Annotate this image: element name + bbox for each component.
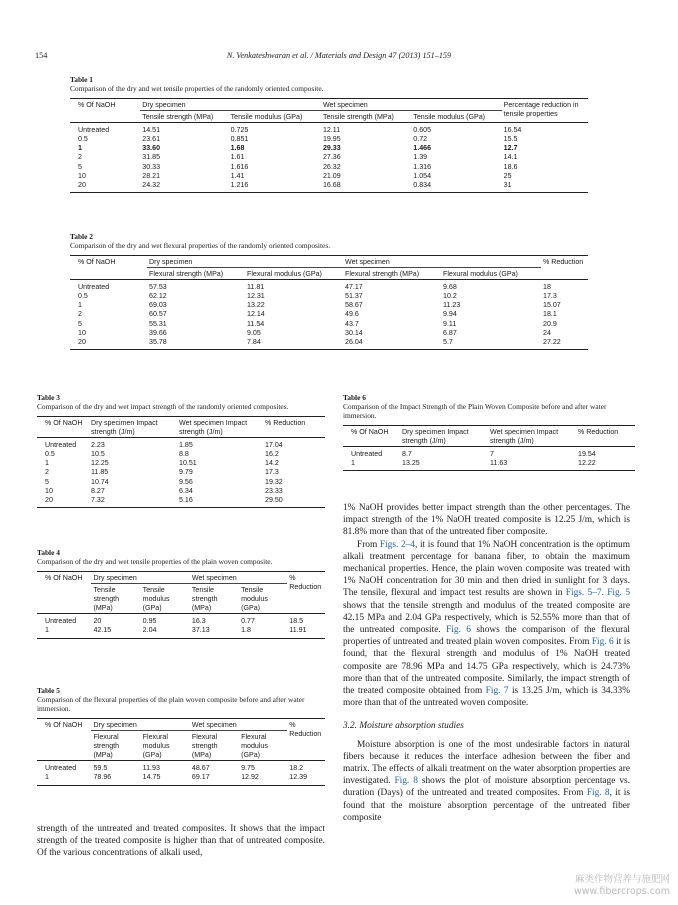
table-cell: 9.05 xyxy=(247,328,261,337)
table-cell: 25 xyxy=(503,171,512,180)
table5 xyxy=(37,718,325,786)
table-cell: 19.32 xyxy=(265,477,283,486)
table-cell: 1.8 xyxy=(241,626,251,635)
table-cell: 27.36 xyxy=(322,153,341,162)
table-cell: 0.834 xyxy=(413,180,432,189)
text-run: shows the plot of moisture absorption percentage vs. duration (Days) of the untreated and treated composites. From xyxy=(343,776,630,799)
table2-sub-wet-fm: Flexural modulus (GPa) xyxy=(443,270,518,279)
table4-group-dry: Dry specimen xyxy=(91,572,189,584)
table-cell: 1.41 xyxy=(230,171,245,180)
table1-body xyxy=(70,123,588,193)
table-cell: 12.7 xyxy=(503,144,518,153)
figure-link[interactable]: Fig. 5 xyxy=(607,588,631,599)
table-row xyxy=(37,459,325,468)
table-cell: 11.93 xyxy=(142,764,160,773)
table-row xyxy=(37,773,325,785)
table-cell: 11.85 xyxy=(91,468,109,477)
table-row xyxy=(343,459,635,471)
table5-caption-block xyxy=(37,686,327,714)
table-cell: 12.92 xyxy=(241,773,259,782)
table-cell: 5 xyxy=(78,162,82,171)
table2-label: Table 2 xyxy=(70,232,93,241)
table-cell: 2.23 xyxy=(91,441,105,450)
table2-caption: Comparison of the dry and wet flexural properties of the randomly oriented composites. xyxy=(70,241,331,251)
table-row xyxy=(70,329,588,338)
table4-sub-dry-tm: Tensile modulus (GPa) xyxy=(142,586,170,613)
section-heading: 3.2. Moisture absorption studies xyxy=(343,721,464,732)
table-cell: 23.61 xyxy=(142,135,161,144)
table-cell: 14.75 xyxy=(142,773,161,782)
table4-col-reduction: % Reduction xyxy=(289,574,322,592)
table5-group-wet: Wet specimen xyxy=(190,719,287,731)
table-cell: 11.54 xyxy=(247,319,265,328)
table2-group-wet: Wet specimen xyxy=(343,256,541,268)
table-cell: 15.5 xyxy=(503,135,518,144)
table1-caption: Comparison of the dry and wet tensile properties of the randomly oriented composite. xyxy=(70,84,324,94)
table-cell: 13.22 xyxy=(247,301,265,310)
table6-body xyxy=(343,447,635,471)
table-cell: 18.2 xyxy=(289,764,304,773)
text-run: , it is found that the moisture absorption percentage of the untreated fiber composite xyxy=(343,788,630,823)
table-cell: 16.2 xyxy=(265,450,279,459)
table-row xyxy=(70,181,588,193)
table2-col-naoh: % Of NaOH xyxy=(78,258,116,266)
table1-label: Table 1 xyxy=(70,75,93,84)
table-cell: 8.27 xyxy=(91,486,105,495)
table3 xyxy=(37,416,325,508)
table-cell: 58.67 xyxy=(345,301,363,310)
table-row xyxy=(70,123,588,136)
table-row xyxy=(37,614,325,627)
watermark-line-2: www.fibercrops.com xyxy=(573,886,670,897)
table-row xyxy=(37,438,325,451)
table-cell: Untreated xyxy=(351,450,383,459)
table-cell: 1 xyxy=(78,144,82,153)
table-cell: 55.31 xyxy=(149,319,167,328)
table1-sub-dry-tm: Tensile modulus (GPa) xyxy=(230,113,303,122)
table1-group-dry: Dry specimen xyxy=(140,99,321,111)
text-run: , it is found that 1% NaOH concentration is the optimum alkali treatment percentage for banana fiber, to obtain the maximum mechanical properties. Hence, the plain woven composite was treated with 1% NaOH concentration for 30 min and then dried in sunlight for 3 days. The tensile, flexural and impact test results are shown in xyxy=(343,539,630,599)
table-cell: 69.03 xyxy=(149,301,167,310)
table3-label: Table 3 xyxy=(37,393,60,402)
table-cell: 19.54 xyxy=(578,450,596,459)
table-row xyxy=(343,447,635,460)
table-cell: 27.22 xyxy=(543,337,561,346)
table-cell: 5.7 xyxy=(443,337,453,346)
table-cell: 1.39 xyxy=(413,153,428,162)
table-cell: 35.78 xyxy=(149,337,167,346)
right-paragraph-1: 1% NaOH provides better impact strength than the other percentages. The impact strength of the 1% NaOH treated composite is 12.25 J/m, which is 81.8% more than that of the untreated fiber composite. xyxy=(343,503,630,538)
table-cell: 5.16 xyxy=(179,495,193,504)
table-cell: 10.74 xyxy=(91,477,109,486)
table-cell: 8.8 xyxy=(179,450,189,459)
table-cell: 2 xyxy=(45,468,49,477)
table1-sub-wet-tm: Tensile modulus (GPa) xyxy=(413,113,486,122)
table-row xyxy=(37,761,325,774)
table-cell: 16.3 xyxy=(191,617,206,626)
watermark xyxy=(574,874,670,898)
table-row xyxy=(70,163,588,172)
table-cell: 16.54 xyxy=(503,126,522,135)
table-row xyxy=(70,310,588,319)
table-cell: 9.79 xyxy=(179,468,193,477)
table-row xyxy=(70,144,588,153)
table-row xyxy=(70,338,588,350)
table-cell: 29.50 xyxy=(265,495,283,504)
figure-link[interactable]: Figs. 2–4 xyxy=(379,539,415,550)
table-cell: 14.2 xyxy=(265,459,279,468)
table-cell: 18.1 xyxy=(543,310,557,319)
table-cell: 9.56 xyxy=(179,477,193,486)
table-cell: 0.5 xyxy=(45,450,55,459)
table-cell: 2.04 xyxy=(142,626,157,635)
table-cell: 11.81 xyxy=(247,283,265,292)
table3-col-reduction: % Reduction xyxy=(265,419,306,427)
table-cell: 31.85 xyxy=(142,153,161,162)
table4-sub-dry-ts: Tensile strength (MPa) xyxy=(93,586,120,613)
table2-sub-dry-fm: Flexural modulus (GPa) xyxy=(247,270,322,279)
table-cell: 9.68 xyxy=(443,283,457,292)
table-cell: 12.22 xyxy=(578,459,596,468)
table-cell: 26.04 xyxy=(345,337,363,346)
table-cell: 28.21 xyxy=(142,171,161,180)
table-cell: 10.2 xyxy=(443,292,457,301)
table5-group-dry: Dry specimen xyxy=(91,719,189,731)
table2-group-dry: Dry specimen xyxy=(147,256,343,268)
table-cell: 2 xyxy=(78,310,82,319)
table-cell: 10.5 xyxy=(91,450,105,459)
text-run: it is found, that the flexural strength and modulus of 1% NaOH treated composite are 78.96 MPa and 14.75 GPa respectively, which is 24.73% more than that of the untreated composite. Similarly, the impact strength of the treated composite obtained from xyxy=(343,637,630,697)
table-cell: 47.17 xyxy=(345,283,363,292)
table-cell: 20 xyxy=(78,337,86,346)
table-cell: 31 xyxy=(503,180,512,189)
table5-label: Table 5 xyxy=(37,686,60,695)
table-cell: 1.466 xyxy=(413,144,432,153)
table-row xyxy=(70,292,588,301)
table-cell: 20 xyxy=(78,180,86,189)
table6-caption: Comparison of the Impact Strength of the Plain Woven Composite before and after water immersion. xyxy=(343,402,607,421)
table-cell: 17.3 xyxy=(265,468,279,477)
table2-sub-wet-fs: Flexural strength (MPa) xyxy=(345,270,420,279)
table-row xyxy=(37,450,325,459)
table-cell: 17.04 xyxy=(265,441,283,450)
table-cell: 1.616 xyxy=(230,162,249,171)
table-cell: 1 xyxy=(351,459,355,468)
table3-caption-block xyxy=(37,393,327,411)
table1-caption-block xyxy=(70,75,590,93)
table-cell: 20 xyxy=(93,617,102,626)
table5-sub-wet-fs: Flexural strength (MPa) xyxy=(191,733,218,760)
figure-link[interactable]: Fig. 6 xyxy=(591,637,614,648)
table-cell: 13.25 xyxy=(402,459,420,468)
table6-col-naoh: % Of NaOH xyxy=(351,428,389,436)
table-cell: 0.95 xyxy=(142,617,157,626)
table-cell: 9.75 xyxy=(241,764,255,773)
table-cell: 23.33 xyxy=(265,486,283,495)
table-row xyxy=(70,320,588,329)
table-cell: 6.87 xyxy=(443,328,457,337)
figure-link[interactable]: Fig. 8 xyxy=(586,788,610,799)
table5-sub-wet-fm: Flexural modulus (GPa) xyxy=(241,733,268,760)
figure-link[interactable]: Fig. 7 xyxy=(485,686,509,697)
table-cell: Untreated xyxy=(45,617,77,626)
table-cell: 60.57 xyxy=(149,310,167,319)
table3-col-naoh: % Of NaOH xyxy=(45,419,83,427)
table-cell: 16.68 xyxy=(322,180,341,189)
table-cell: 17.3 xyxy=(543,292,557,301)
table-row xyxy=(70,172,588,181)
table-cell: 14.51 xyxy=(142,126,161,135)
table-cell: 8.7 xyxy=(402,450,412,459)
table-cell: 1.054 xyxy=(413,171,432,180)
table-cell: 0.77 xyxy=(241,617,255,626)
table2-body xyxy=(70,280,588,350)
running-title: N. Venkateshwaran et al. / Materials and Design 47 (2013) 151–159 xyxy=(226,51,452,60)
table5-sub-dry-fs: Flexural strength (MPa) xyxy=(93,733,120,760)
table-cell: 62.12 xyxy=(149,292,167,301)
table-cell: 18.5 xyxy=(289,617,304,626)
table-cell: 11.63 xyxy=(490,459,508,468)
table-cell: 1.316 xyxy=(413,162,432,171)
table-cell: 10 xyxy=(78,171,86,180)
figure-link[interactable]: Fig. 8 xyxy=(394,776,418,787)
table-row xyxy=(70,135,588,144)
table-row xyxy=(37,496,325,508)
table-cell: 0.725 xyxy=(230,126,249,135)
table-cell: 1 xyxy=(45,459,49,468)
table2-sub-dry-fs: Flexural strength (MPa) xyxy=(149,270,224,279)
table-cell: 0.72 xyxy=(413,135,428,144)
table-cell: 30.14 xyxy=(345,328,363,337)
figure-link[interactable]: Fig. 6 xyxy=(446,625,471,636)
table-cell: 1.68 xyxy=(230,144,245,153)
table-cell: 19.95 xyxy=(322,135,341,144)
table-cell: 7.32 xyxy=(91,495,105,504)
table-cell: 5 xyxy=(78,319,82,328)
table-cell: 1.216 xyxy=(230,180,249,189)
table-cell: 7.84 xyxy=(247,337,261,346)
table-cell: 69.17 xyxy=(191,773,210,782)
table5-col-reduction: % Reduction xyxy=(289,721,322,739)
table-cell: 21.09 xyxy=(322,171,341,180)
table-cell: 15.07 xyxy=(543,301,561,310)
table4-group-wet: Wet specimen xyxy=(190,572,287,584)
table-cell: 43.7 xyxy=(345,319,359,328)
text-run: Moisture absorption is one of the most undesirable factors in natural fibers because it reduces the interface adhesion between the fiber and matrix. The effects of alkali treatment on the water absorption properties are investigated. xyxy=(343,739,630,787)
table5-sub-dry-fm: Flexural modulus (GPa) xyxy=(142,733,170,760)
table4-sub-wet-ts: Tensile strength (MPa) xyxy=(191,586,218,613)
left-column-text xyxy=(37,823,325,860)
table-row xyxy=(37,487,325,496)
table-row xyxy=(37,468,325,477)
table-cell: 18 xyxy=(543,283,551,292)
text-run: . xyxy=(601,588,608,599)
table-cell: 2 xyxy=(78,153,82,162)
table6-col-dry: Dry specimen Impact strength (J/m) xyxy=(402,428,469,446)
table-cell: 9.94 xyxy=(443,310,457,319)
table-cell: 49.6 xyxy=(345,310,359,319)
table-cell: 12.31 xyxy=(247,292,265,301)
text-run: shows that the tensile strength and modulus of the treated composite are 42.15 MPa and 2.04 GPa respectively, which is 52.55% more than that of the untreated composite. xyxy=(343,600,630,636)
table-cell: 14.1 xyxy=(503,153,518,162)
table3-col-wet: Wet specimen Impact strength (J/m) xyxy=(179,419,248,437)
table-cell: 42.15 xyxy=(93,626,112,635)
table-cell: 12.14 xyxy=(247,310,265,319)
text-run: shows the comparison of the flexural properties of untreated and treated plain woven composites. From xyxy=(343,625,630,648)
table2-col-reduction: % Reduction xyxy=(543,258,584,266)
table-cell: 1 xyxy=(45,626,49,635)
table-cell: Untreated xyxy=(45,764,77,773)
table-cell: 7 xyxy=(490,450,494,459)
table-cell: 9.11 xyxy=(443,319,457,328)
text-run: From xyxy=(357,539,380,550)
text-run: is 13.25 J/m, which is 34.33% more than that of the untreated woven composite. xyxy=(343,686,630,709)
table-cell: 1 xyxy=(45,773,49,782)
table-cell: 37.13 xyxy=(191,626,210,635)
table-cell: 10 xyxy=(78,328,86,337)
table-cell: 1.85 xyxy=(179,441,193,450)
table-cell: 6.34 xyxy=(179,486,193,495)
table-cell: 33.60 xyxy=(142,144,161,153)
table3-body xyxy=(37,438,325,508)
table4 xyxy=(37,571,325,639)
table-cell: 11.23 xyxy=(443,301,461,310)
table-cell: 18.6 xyxy=(503,162,518,171)
table5-body xyxy=(37,761,325,785)
page-number: 154 xyxy=(35,51,48,60)
table-cell: 78.96 xyxy=(93,773,112,782)
table-cell: 48.67 xyxy=(191,764,210,773)
table6 xyxy=(343,425,635,471)
table2 xyxy=(70,255,588,350)
table6-label: Table 6 xyxy=(343,393,366,402)
table-cell: 0.605 xyxy=(413,126,432,135)
table-cell: 26.32 xyxy=(322,162,341,171)
table-cell: 12.25 xyxy=(91,459,109,468)
left-paragraph: strength of the untreated and treated composites. It shows that the impact strength of the treated composite is higher than that of untreated composite. Of the various concentrations of alkali used, xyxy=(37,824,325,859)
table-cell: 0.5 xyxy=(78,292,88,301)
table-cell: 30.33 xyxy=(142,162,161,171)
table4-label: Table 4 xyxy=(37,548,60,557)
table5-caption: Comparison of the flexural properties of the plain woven composite before and after water immersion. xyxy=(37,695,305,714)
table-cell: 24 xyxy=(543,328,551,337)
table-row xyxy=(70,280,588,293)
table-cell: Untreated xyxy=(45,441,77,450)
table-cell: 20 xyxy=(45,495,53,504)
table1 xyxy=(70,98,588,193)
table1-col-naoh: % Of NaOH xyxy=(78,101,116,109)
table-cell: 0.851 xyxy=(230,135,249,144)
table1-group-wet: Wet specimen xyxy=(321,99,502,111)
table6-caption-block xyxy=(343,393,641,421)
table-cell: 12.39 xyxy=(289,773,308,782)
table-cell: 29.33 xyxy=(322,144,341,153)
table-row xyxy=(70,301,588,310)
table-cell: 51.37 xyxy=(345,292,363,301)
right-column-text xyxy=(343,502,630,824)
right-paragraph-3 xyxy=(343,739,630,824)
table5-col-naoh: % Of NaOH xyxy=(45,721,83,729)
table-cell: 39.66 xyxy=(149,328,167,337)
table4-col-naoh: % Of NaOH xyxy=(45,574,83,582)
table-cell: 11.91 xyxy=(289,626,307,635)
table-cell: 1 xyxy=(78,301,82,310)
table4-sub-wet-tm: Tensile modulus (GPa) xyxy=(241,586,268,613)
watermark-line-1: 麻类作物营养与施肥网 xyxy=(574,874,670,885)
table-cell: 1.61 xyxy=(230,153,245,162)
table1-col-reduction: Percentage reduction in tensile properties xyxy=(503,101,579,119)
table-cell: 12.11 xyxy=(322,126,341,135)
table-row xyxy=(37,626,325,638)
figure-link[interactable]: Figs. 5–7 xyxy=(565,588,602,599)
table-cell: 5 xyxy=(45,477,49,486)
table4-caption-block xyxy=(37,548,327,566)
table6-col-reduction: % Reduction xyxy=(578,428,619,436)
table1-sub-dry-ts: Tensile strength (MPa) xyxy=(142,113,214,122)
table3-caption: Comparison of the dry and wet impact strength of the randomly oriented composites. xyxy=(37,402,289,412)
table-row xyxy=(37,478,325,487)
table-cell: 57.53 xyxy=(149,283,167,292)
table2-caption-block xyxy=(70,232,590,250)
table-cell: 24.32 xyxy=(142,180,161,189)
right-paragraph-2 xyxy=(343,539,630,710)
table-row xyxy=(70,153,588,162)
table-cell: 20.9 xyxy=(543,319,557,328)
table6-col-wet: Wet specimen Impact strength (J/m) xyxy=(490,428,559,446)
table1-sub-wet-ts: Tensile strength (MPa) xyxy=(322,113,394,122)
table-cell: Untreated xyxy=(78,283,110,292)
table3-col-dry: Dry specimen Impact strength (J/m) xyxy=(91,419,158,437)
table-cell: Untreated xyxy=(78,126,110,135)
table4-caption: Comparison of the dry and wet tensile properties of the plain woven composite. xyxy=(37,557,273,567)
table-cell: 10 xyxy=(45,486,53,495)
table-cell: 0.5 xyxy=(78,135,88,144)
table-cell: 59.5 xyxy=(93,764,108,773)
table-cell: 10.51 xyxy=(179,459,197,468)
table4-body xyxy=(37,614,325,638)
